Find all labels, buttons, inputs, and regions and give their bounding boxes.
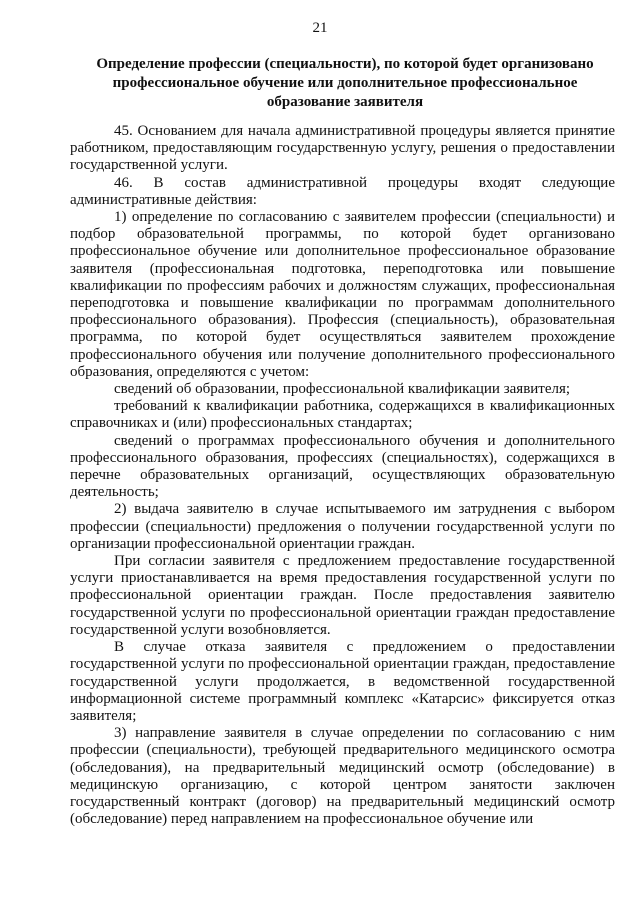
page-number: 21 [312,20,328,36]
paragraph-46: 46. В состав административной процедуры входят следующие административные действия: [70,174,615,208]
criterion-requirements: требований к квалификации работника, содержащихся в квалификационных справочниках и (или) профессиональных стандартах; [70,398,615,432]
paragraph-45: 45. Основанием для начала административной процедуры является принятие работником, предоставляющим государственную услугу, решения о предоставлении государственной услуги. [70,123,615,174]
paragraph-consent: При согласии заявителя с предложением предоставление государственной услуги приостанавливается на время предоставления государственной услуги по профессиональной ориентации граждан. После предоставления заявителю государственной услуги по профессиональной ориентации граждан предоставление государственной услуги возобновляется. [70,553,615,638]
criterion-education: сведений об образовании, профессиональной квалификации заявителя; [114,381,571,398]
document-body [70,123,615,828]
list-item-3: 3) направление заявителя в случае определении по согласованию с ним профессии (специальности), требующей предварительного медицинского осмотра (обследования), на предварительный медицинский осмотр (обследование) в медицинскую организацию, с которой центром занятости заключен государственный контракт (договор) на предварительный медицинский осмотр (обследование) перед направлением на профессиональное обучение или [70,725,615,828]
section-heading: Определение профессии (специальности), по которой будет организовано профессиональное обучение или дополнительное профессиональное образование заявителя [96,56,594,110]
paragraph-refusal: В случае отказа заявителя с предложением о предоставлении государственной услуги по профессиональной ориентации граждан, предоставление государственной услуги продолжается, в ведомственной государственной информационной системе программный комплекс «Катарсис» фиксируется отказ заявителя; [70,639,615,724]
list-item-2: 2) выдача заявителю в случае испытываемого им затруднения с выбором профессии (специальности) предложения о получении государственной услуги по организации профессиональной ориентации граждан. [70,501,615,552]
criterion-programs: сведений о программах профессионального обучения и дополнительного профессионального образования, профессиях (специальностях), содержащихся в перечне образовательных организаций, осуществляющих образовательную деятельность; [70,432,615,501]
list-item-1: 1) определение по согласованию с заявителем профессии (специальности) и подбор образовательной программы, по которой будет организовано профессиональное обучение или дополнительное профессиональное образование заявителя (профессиональная подготовка, переподготовка или повышение квалификации по профессиям рабочих и должностям служащих, профессиональная переподготовка и повышение квалификации по программам дополнительного профессионального образования). Профессия (специальность), образовательная программа, по которой будет осуществляться заявителем прохождение профессионального обучения или получение дополнительного профессионального образования, определяются с учетом: [70,209,615,380]
